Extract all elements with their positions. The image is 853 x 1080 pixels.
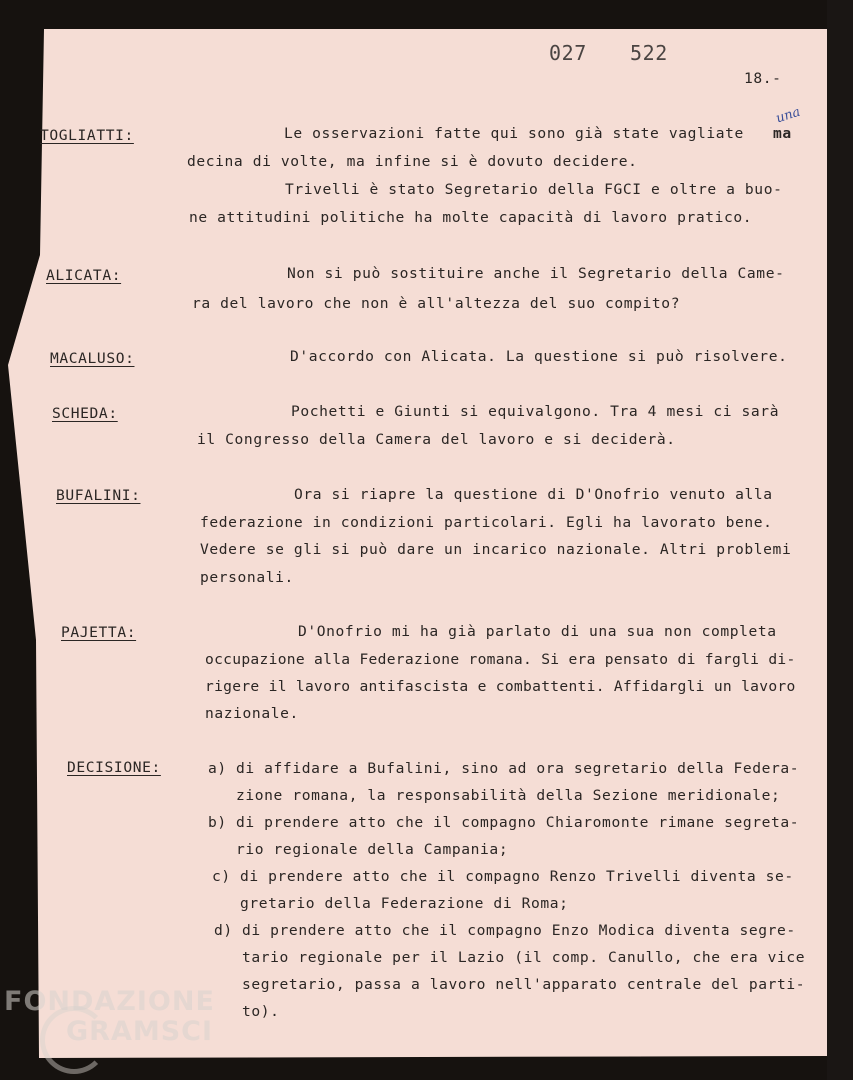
fondazione-gramsci-watermark [4,984,214,1074]
scheda-line-1: Pochetti e Giunti si equivalgono. Tra 4 mesi ci sarà [291,403,780,420]
watermark-line-1: FONDAZIONE [4,986,215,1017]
speaker-pajetta: PAJETTA: [61,624,137,641]
speaker-alicata: ALICATA: [46,267,122,284]
bufalini-line-2: federazione in condizioni particolari. Egli ha lavorato bene. [200,514,773,531]
speaker-macaluso: MACALUSO: [50,350,135,367]
togliatti-line-1: Le osservazioni fatte qui sono già state vagliate [284,125,744,142]
decision-b-line-1: di prendere atto che il compagno Chiaromonte rimane segreta- [236,814,800,831]
bufalini-line-1: Ora si riapre la questione di D'Onofrio venuto alla [294,486,773,503]
decision-d-line-2: tario regionale per il Lazio (il comp. Canullo, che era vice [242,949,806,966]
handwritten-note: una [774,104,803,127]
bufalini-line-4: personali. [200,569,294,586]
pajetta-line-2: occupazione alla Federazione romana. Si era pensato di fargli di- [205,651,796,668]
speaker-decisione: DECISIONE: [67,759,161,776]
decision-marker-d: d) [214,922,233,939]
decision-b-line-2: rio regionale della Campania; [236,841,509,858]
alicata-line-2: ra del lavoro che non è all'altezza del suo compito? [192,295,681,312]
decision-marker-b: b) [208,814,227,831]
togliatti-line-4: ne attitudini politiche ha molte capacità di lavoro pratico. [189,209,753,226]
speaker-togliatti: TOGLIATTI: [40,127,134,144]
speaker-scheda: SCHEDA: [52,405,118,422]
struck-text: ma [773,125,792,142]
macaluso-line-1: D'accordo con Alicata. La questione si può risolvere. [290,348,788,365]
binding-edge [827,0,853,1080]
decision-marker-a: a) [208,760,227,777]
togliatti-line-3: Trivelli è stato Segretario della FGCI e oltre a buo- [285,181,783,198]
decision-c-line-2: gretario della Federazione di Roma; [240,895,569,912]
archive-code-1: 027 [549,41,587,65]
bufalini-line-3: Vedere se gli si può dare un incarico nazionale. Altri problemi [200,541,792,558]
pajetta-line-1: D'Onofrio mi ha già parlato di una sua non completa [298,623,777,640]
page-number: 18.- [744,70,782,87]
watermark-line-2: GRAMSCI [66,1016,214,1047]
scheda-line-2: il Congresso della Camera del lavoro e si deciderà. [197,431,676,448]
pajetta-line-4: nazionale. [205,705,299,722]
alicata-line-1: Non si può sostituire anche il Segretario della Came- [287,265,785,282]
pajetta-line-3: rigere il lavoro antifascista e combattenti. Affidargli un lavoro [205,678,796,695]
decision-d-line-4: to). [242,1003,280,1020]
decision-c-line-1: di prendere atto che il compagno Renzo Trivelli diventa se- [240,868,794,885]
decision-d-line-1: di prendere atto che il compagno Enzo Modica diventa segre- [242,922,796,939]
decision-marker-c: c) [212,868,231,885]
speaker-bufalini: BUFALINI: [56,487,141,504]
archive-code-2: 522 [630,41,668,65]
togliatti-line-2: decina di volte, ma infine si è dovuto decidere. [187,153,638,170]
decision-a-line-1: di affidare a Bufalini, sino ad ora segretario della Federa- [236,760,800,777]
decision-a-line-2: zione romana, la responsabilità della Sezione meridionale; [236,787,781,804]
decision-d-line-3: segretario, passa a lavoro nell'apparato centrale del parti- [242,976,806,993]
